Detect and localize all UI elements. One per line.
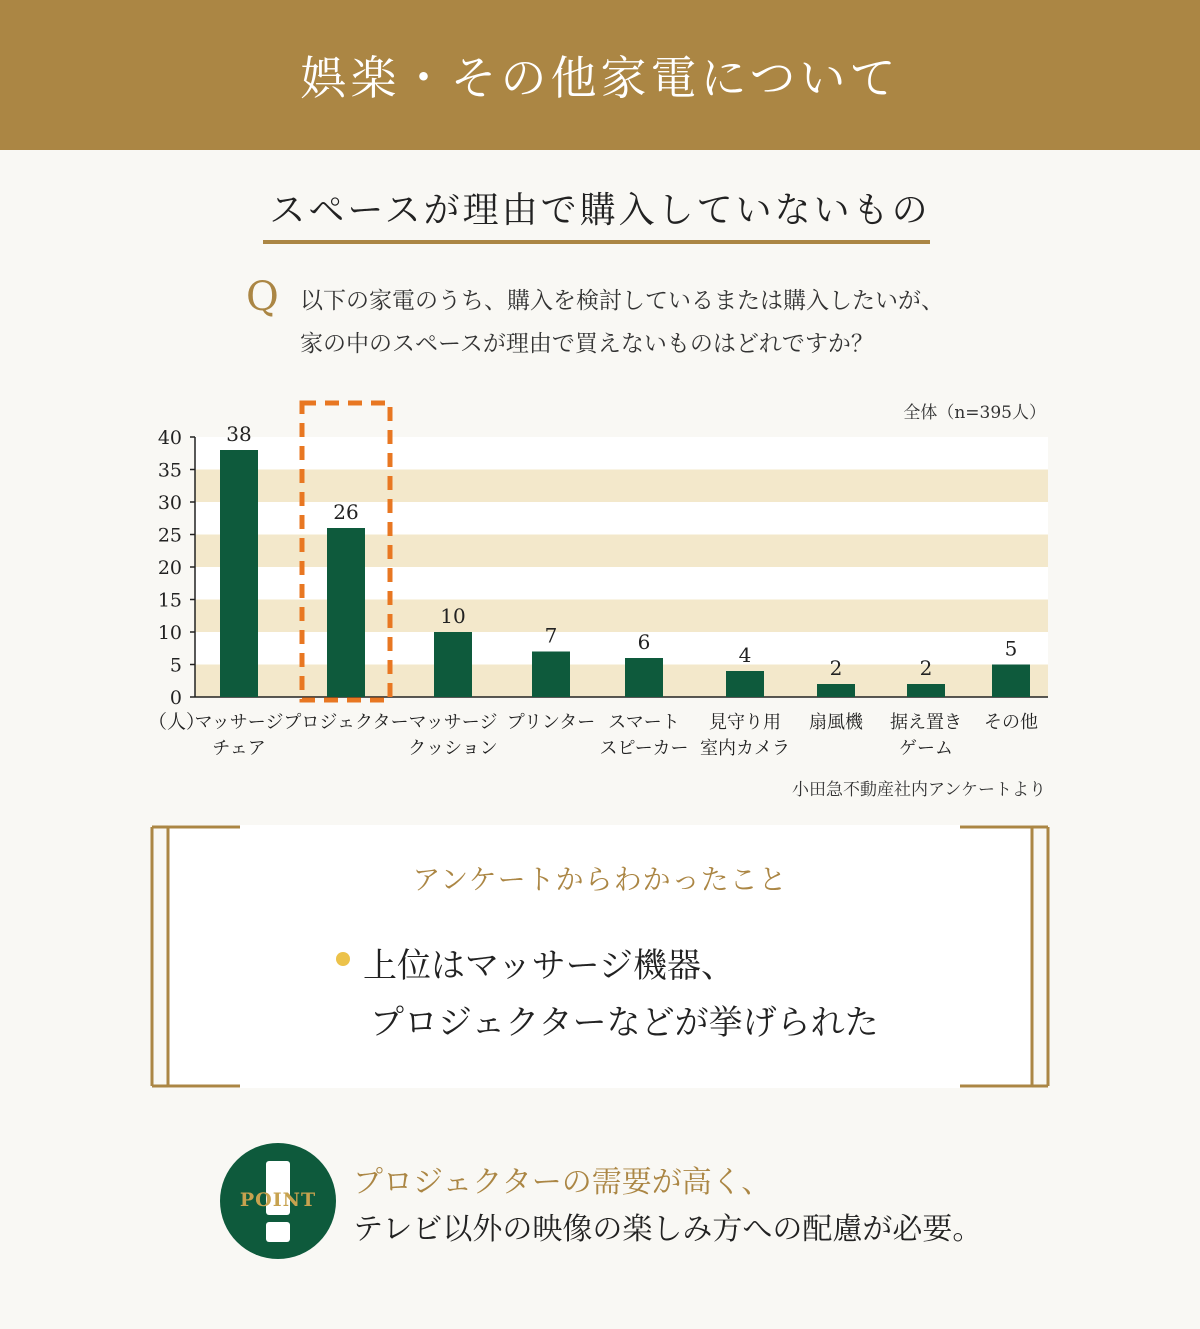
category-label: 見守り用 (709, 712, 781, 733)
bar (992, 665, 1030, 698)
finding-title: アンケートからわかったこと (412, 863, 788, 896)
category-label: クッション (408, 738, 498, 759)
chart-total-note: 全体（n=395人） (903, 403, 1046, 423)
bar-value-label: 2 (919, 656, 933, 680)
category-label: マッサージ (194, 712, 284, 733)
category-label: 室内カメラ (700, 738, 790, 759)
bar (907, 684, 945, 697)
category-label: 扇風機 (809, 712, 863, 733)
category-label: その他 (984, 712, 1038, 733)
bar-value-label: 10 (440, 604, 466, 628)
bar-value-label: 5 (1004, 636, 1018, 661)
y-tick-label: 5 (169, 654, 182, 677)
bar (726, 671, 764, 697)
grid-band (195, 600, 1048, 633)
bar (817, 684, 855, 697)
category-label: プロジェクター (283, 712, 409, 733)
bar-value-label: 6 (637, 630, 651, 654)
bar-value-label: 26 (333, 500, 359, 524)
chart-source-note: 小田急不動産社内アンケートより (792, 780, 1046, 800)
y-tick-label: 40 (157, 427, 182, 449)
y-tick-label: 15 (157, 589, 182, 612)
bar-value-label: 2 (829, 656, 843, 680)
category-label: 据え置き (890, 712, 962, 733)
bar (434, 632, 472, 697)
bar-value-label: 38 (226, 422, 252, 446)
category-label: マッサージ (408, 712, 498, 733)
category-label: スマート (608, 712, 680, 733)
bar-value-label: 7 (544, 623, 558, 648)
finding-line-1: 上位はマッサージ機器、 (363, 946, 735, 986)
question-line-1: 以下の家電のうち、購入を検討しているまたは購入したいが、 (300, 288, 944, 314)
bar (625, 658, 663, 697)
question-mark-label: Q (246, 274, 279, 320)
y-axis-unit-label: （人） (148, 711, 206, 733)
bar-value-label: 4 (738, 643, 752, 667)
question-line-2: 家の中のスペースが理由で買えないものはどれですか？ (300, 331, 874, 357)
bar (220, 450, 258, 697)
point-line-2: テレビ以外の映像の楽しみ方への配慮が必要。 (353, 1212, 983, 1247)
point-line-1: プロジェクターの需要が高く、 (353, 1165, 772, 1200)
category-label: プリンター (506, 712, 596, 733)
bar (532, 652, 570, 698)
finding-line-2: プロジェクターなどが挙げられた (370, 1003, 879, 1043)
grid-band (195, 470, 1048, 503)
category-label: チェア (212, 738, 266, 759)
section-subtitle: スペースが理由で購入していないもの (269, 190, 931, 231)
category-label: スピーカー (599, 738, 689, 759)
point-label: POINT (239, 1189, 317, 1211)
y-tick-label: 20 (157, 557, 182, 579)
exclamation-dot-icon (266, 1222, 290, 1242)
page-title: 娯楽・その他家電について (300, 51, 900, 105)
category-label: ゲーム (899, 738, 953, 759)
y-tick-label: 25 (157, 524, 182, 547)
bar (327, 528, 365, 697)
y-tick-label: 10 (157, 622, 182, 644)
grid-band (195, 535, 1048, 568)
y-tick-label: 0 (169, 687, 182, 709)
bullet-dot-icon (336, 952, 350, 966)
y-tick-label: 30 (157, 492, 182, 514)
y-tick-label: 35 (157, 459, 182, 482)
